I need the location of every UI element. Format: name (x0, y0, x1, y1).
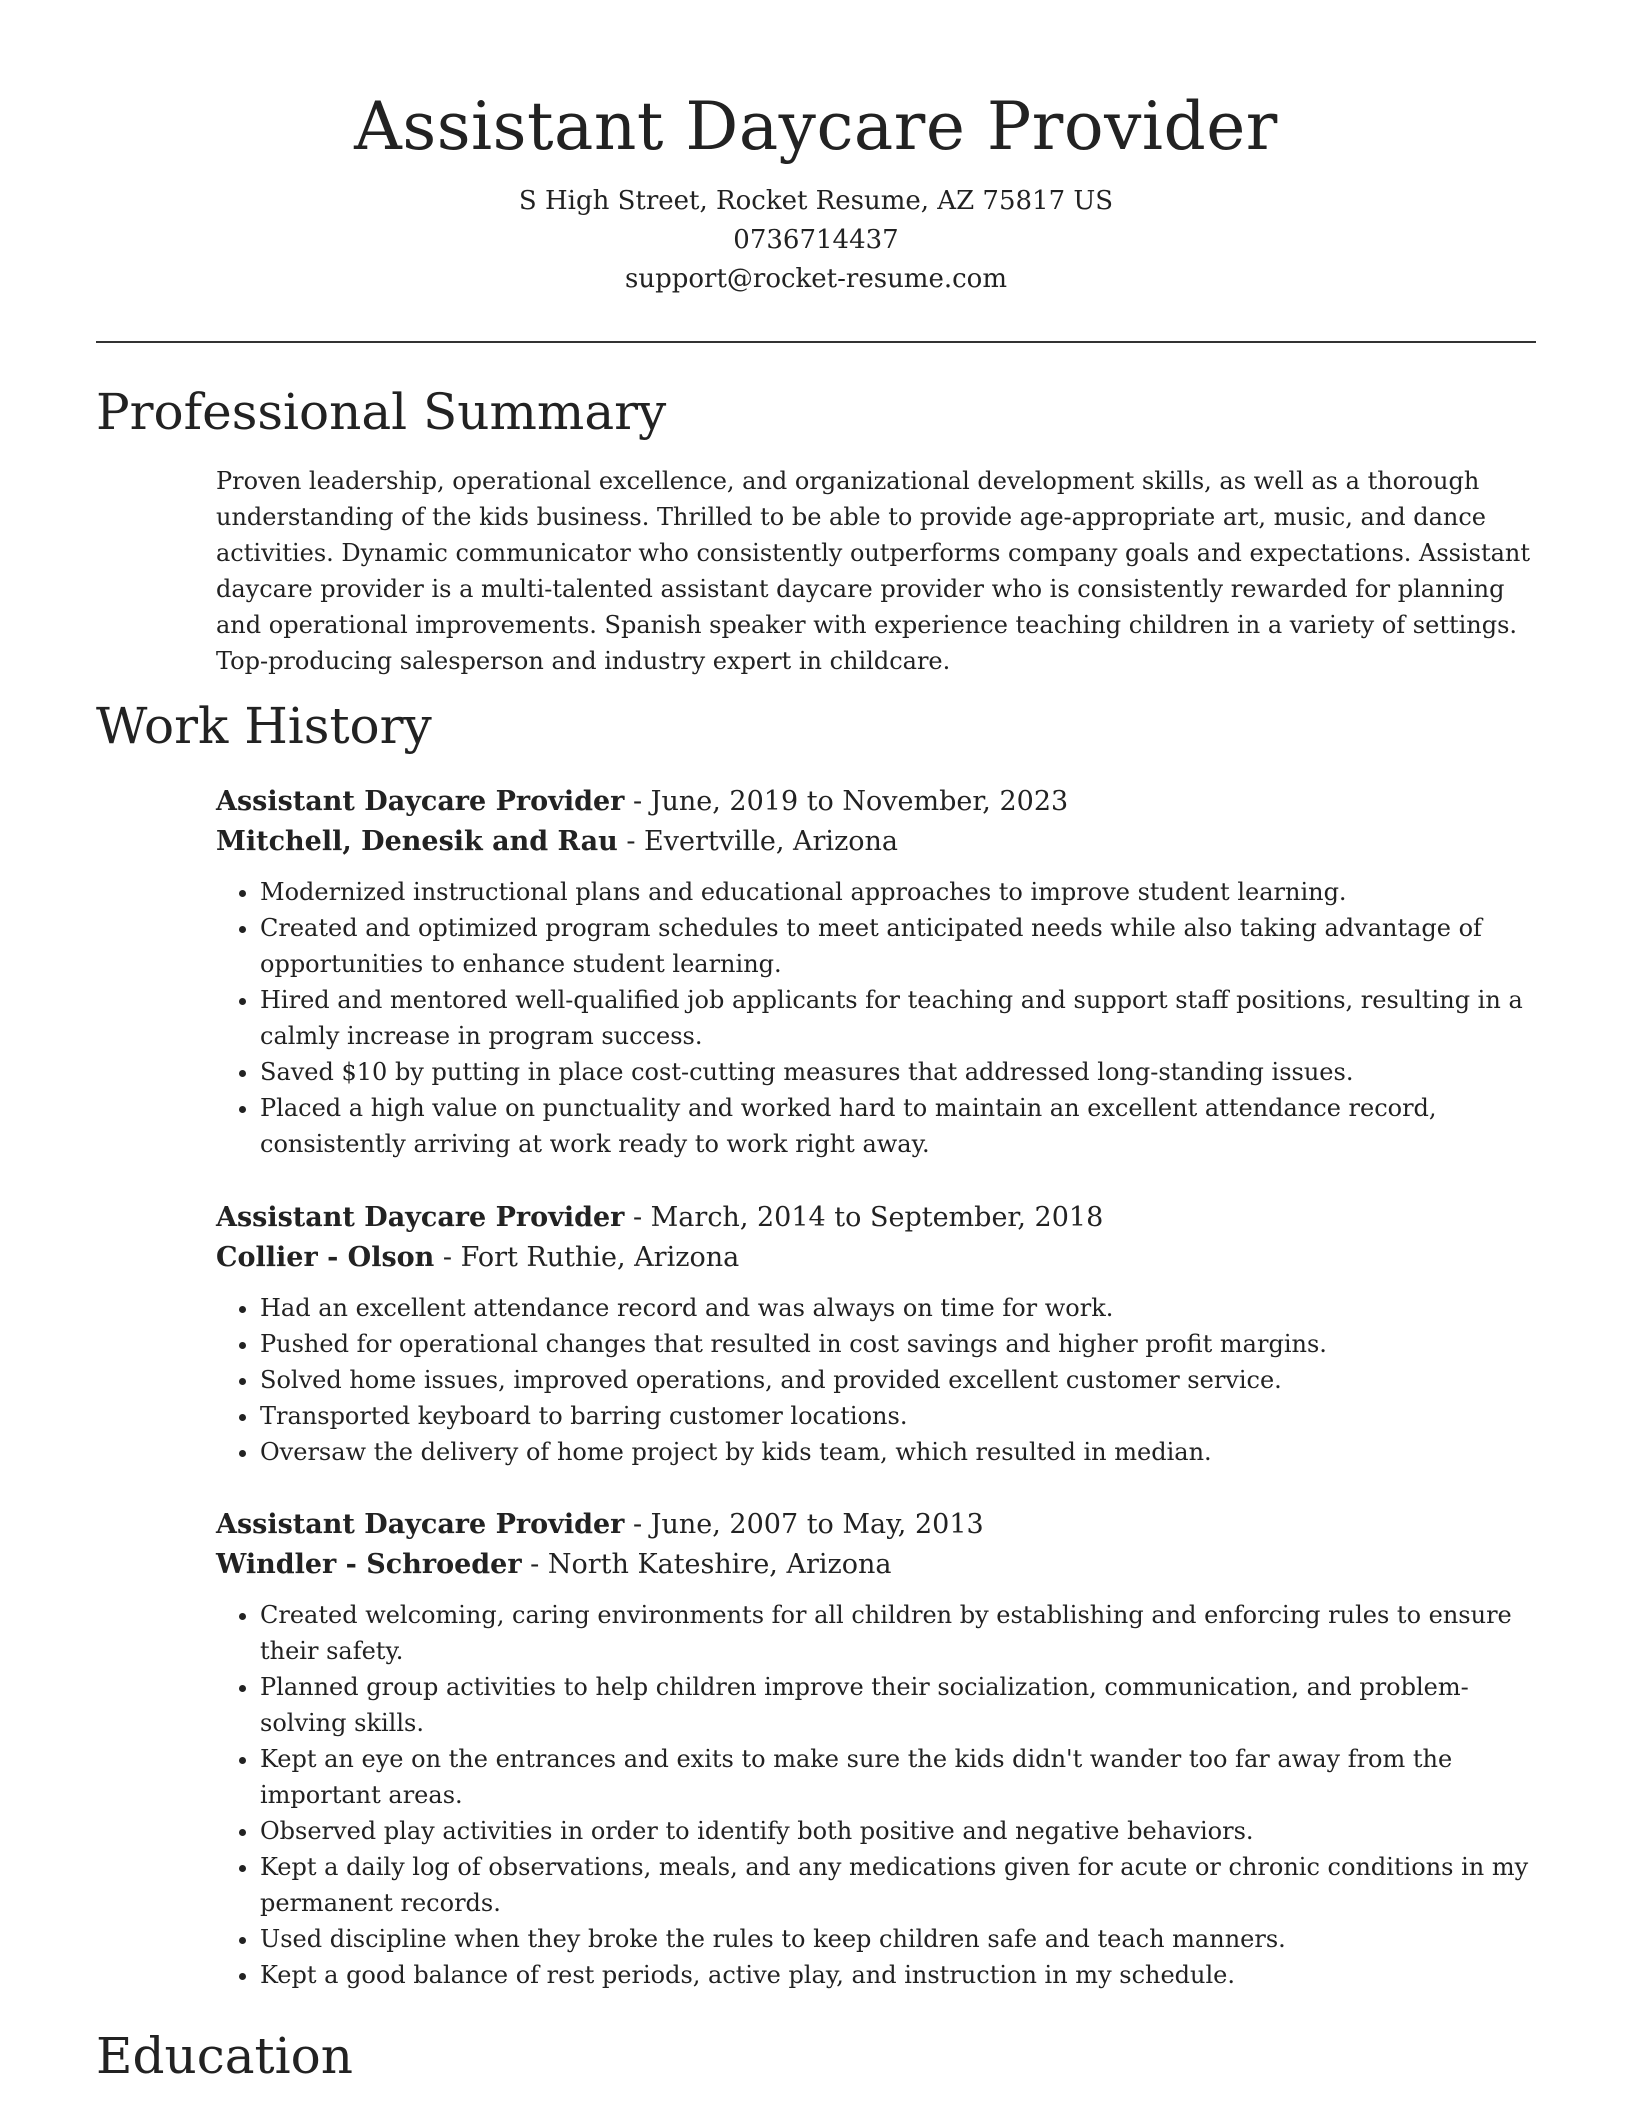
list-item: • Kept a daily log of observations, meals, and any medications given for acute or chronic conditions in my permanent records. (260, 1849, 1536, 1921)
resume-header (0, 0, 1632, 299)
list-item: • Transported keyboard to barring customer locations. (260, 1398, 1536, 1434)
list-item: • Modernized instructional plans and educational approaches to improve student learning. (260, 874, 1536, 910)
job-title: Assistant Daycare Provider (216, 786, 625, 817)
company-line (216, 1545, 1536, 1585)
job-entry (216, 1505, 1536, 1993)
list-item: • Kept a good balance of rest periods, active play, and instruction in my schedule. (260, 1957, 1536, 1993)
summary-text: Proven leadership, operational excellence, and organizational development skills, as well as a thorough understanding of the kids business. Thrilled to be able to provide age-appropriate art, music, and dance activities. Dynamic communicator who consistently outperforms company goals and expectations. Assistant daycare provider is a multi-talented assistant daycare provider who is consistently rewarded for planning and operational improvements. Spanish speaker with experience teaching children in a variety of settings. Top-producing salesperson and industry expert in childcare. (216, 467, 1531, 675)
work-history-heading: Work History (96, 697, 432, 755)
list-item: • Had an excellent attendance record and was always on time for work. (260, 1290, 1536, 1326)
address-text: S High Street, Rocket Resume, AZ 75817 US (518, 186, 1114, 216)
header-divider (96, 341, 1536, 343)
job-location: - Fort Ruthie, Arizona (434, 1242, 740, 1273)
job-title-line (216, 782, 1536, 822)
company-name: Collier - Olson (216, 1242, 435, 1273)
job-dates: - June, 2007 to May, 2013 (624, 1509, 984, 1540)
job-title-line (216, 1505, 1536, 1545)
job-title-line (216, 1198, 1536, 1238)
job-dates: - June, 2019 to November, 2023 (624, 786, 1069, 817)
job-location: - Evertville, Arizona (617, 826, 899, 857)
list-item: • Created welcoming, caring environments for all children by establishing and enforcing rules to ensure their safety. (260, 1597, 1536, 1669)
job-dates: - March, 2014 to September, 2018 (624, 1202, 1104, 1233)
job-location: - North Kateshire, Arizona (521, 1549, 892, 1580)
list-item: • Saved $10 by putting in place cost-cutting measures that addressed long-standing issues. (260, 1054, 1536, 1090)
phone-text: 0736714437 (733, 225, 899, 255)
job-entry (216, 1198, 1536, 1470)
list-item: • Placed a high value on punctuality and worked hard to maintain an excellent attendance record, consistently arriving at work ready to work right away. (260, 1090, 1536, 1162)
list-item: • Observed play activities in order to identify both positive and negative behaviors. (260, 1813, 1536, 1849)
summary-heading: Professional Summary (96, 383, 667, 441)
list-item: • Solved home issues, improved operations, and provided excellent customer service. (260, 1362, 1536, 1398)
list-item: • Created and optimized program schedules to meet anticipated needs while also taking advantage of opportunities to enhance student learning. (260, 910, 1536, 982)
list-item: • Oversaw the delivery of home project by kids team, which resulted in median. (260, 1434, 1536, 1470)
list-item: • Used discipline when they broke the rules to keep children safe and teach manners. (260, 1921, 1536, 1957)
list-item: • Planned group activities to help children improve their socialization, communication, and problem-solving skills. (260, 1669, 1536, 1741)
list-item: • Hired and mentored well-qualified job applicants for teaching and support staff positions, resulting in a calmly increase in program success. (260, 982, 1536, 1054)
job-bullets (216, 1597, 1536, 1993)
company-line (216, 1238, 1536, 1278)
education-heading: Education (96, 2027, 353, 2085)
job-title: Assistant Daycare Provider (216, 1509, 625, 1540)
job-entry (216, 782, 1536, 1162)
contact-info (0, 182, 1632, 299)
company-line (216, 822, 1536, 862)
company-name: Windler - Schroeder (216, 1549, 522, 1580)
email-text: support@rocket-resume.com (624, 264, 1007, 294)
job-bullets (216, 874, 1536, 1162)
job-bullets (216, 1290, 1536, 1470)
list-item: • Kept an eye on the entrances and exits to make sure the kids didn't wander too far away from the important areas. (260, 1741, 1536, 1813)
company-name: Mitchell, Denesik and Rau (216, 826, 618, 857)
job-title: Assistant Daycare Provider (216, 1202, 625, 1233)
list-item: • Pushed for operational changes that resulted in cost savings and higher profit margins. (260, 1326, 1536, 1362)
page-title: Assistant Daycare Provider (354, 88, 1278, 165)
